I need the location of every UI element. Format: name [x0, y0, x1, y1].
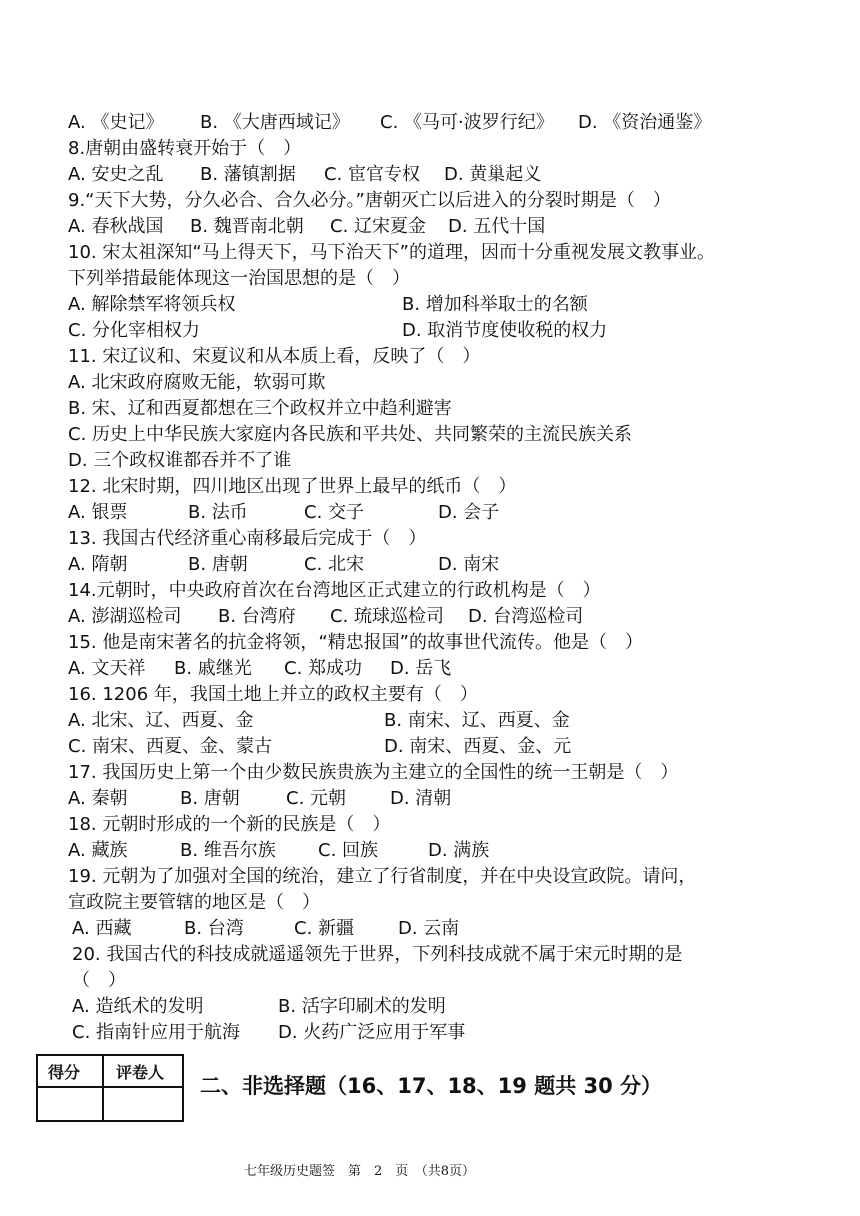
option-d: D. 火药广泛应用于军事	[278, 1022, 466, 1043]
option-c: C. 琉球巡检司	[330, 606, 445, 627]
option-b: B. 增加科举取士的名额	[402, 294, 588, 315]
question-16: 16. 1206 年，我国土地上并立的政权主要有（ ）	[68, 684, 478, 705]
option-c: C. 指南针应用于航海	[72, 1022, 241, 1043]
option-b: B. 南宋、辽、西夏、金	[384, 710, 570, 731]
option-d: D. 台湾巡检司	[468, 606, 584, 627]
option-b: B. 台湾	[184, 918, 244, 939]
q11-option-c: C. 历史上中华民族大家庭内各民族和平共处、共同繁荣的主流民族关系	[68, 424, 633, 445]
option-b: B. 唐朝	[180, 788, 240, 809]
question-20-line1: 20. 我国古代的科技成就遥遥领先于世界，下列科技成就不属于宋元时期的是	[72, 944, 683, 965]
option-d: D. 取消节度使收税的权力	[402, 320, 608, 341]
question-12: 12. 北宋时期，四川地区出现了世界上最早的纸币（ ）	[68, 476, 517, 497]
question-10-line1: 10. 宋太祖深知“马上得天下，马下治天下”的道理，因而十分重视发展文教事业。	[68, 242, 715, 263]
option-d: D. 《资治通鉴》	[578, 112, 712, 133]
option-d: D. 满族	[428, 840, 490, 861]
question-8: 8.唐朝由盛转衰开始于（ ）	[68, 138, 302, 159]
option-c: C. 交子	[304, 502, 365, 523]
option-a: A. 安史之乱	[68, 164, 164, 185]
option-a: A. 造纸术的发明	[72, 996, 204, 1017]
question-15: 15. 他是南宋著名的抗金将领，“精忠报国”的故事世代流传。他是（ ）	[68, 632, 643, 653]
score-table	[36, 1054, 184, 1122]
option-a: A. 《史记》	[68, 112, 164, 133]
q11-option-a: A. 北宋政府腐败无能，软弱可欺	[68, 372, 326, 393]
option-b: B. 唐朝	[188, 554, 248, 575]
section-title: 二、非选择题（16、17、18、19 题共 30 分）	[200, 1074, 663, 1098]
option-b: B. 魏晋南北朝	[190, 216, 304, 237]
question-19-line1: 19. 元朝为了加强对全国的统治，建立了行省制度，并在中央设宣政院。请问，	[68, 866, 697, 887]
option-d: D. 黄巢起义	[444, 164, 542, 185]
question-14: 14.元朝时，中央政府首次在台湾地区正式建立的行政机构是（ ）	[68, 580, 601, 601]
option-d: D. 清朝	[390, 788, 452, 809]
question-13: 13. 我国古代经济重心南移最后完成于（ ）	[68, 528, 427, 549]
question-17: 17. 我国历史上第一个由少数民族贵族为主建立的全国性的统一王朝是（ ）	[68, 762, 679, 783]
option-b: B. 戚继光	[174, 658, 252, 679]
option-a: A. 北宋、辽、西夏、金	[68, 710, 254, 731]
option-c: C. 新疆	[294, 918, 355, 939]
option-b: B. 藩镇割据	[200, 164, 296, 185]
option-b: B. 维吾尔族	[180, 840, 276, 861]
option-d: D. 南宋、西夏、金、元	[384, 736, 572, 757]
option-a: A. 隋朝	[68, 554, 128, 575]
score-label: 得分	[48, 1063, 81, 1082]
grader-label: 评卷人	[116, 1063, 165, 1082]
option-a: A. 藏族	[68, 840, 128, 861]
option-b: B. 《大唐西域记》	[200, 112, 350, 133]
option-c: C. 北宋	[304, 554, 365, 575]
page-footer: 七年级历史题签 第 2 页 （共8页）	[244, 1164, 476, 1179]
question-11: 11. 宋辽议和、宋夏议和从本质上看，反映了（ ）	[68, 346, 481, 367]
option-a: A. 文天祥	[68, 658, 146, 679]
option-b: B. 活字印刷术的发明	[278, 996, 446, 1017]
option-c: C. 回族	[318, 840, 379, 861]
q11-option-d: D. 三个政权谁都吞并不了谁	[68, 450, 292, 471]
option-a: A. 春秋战国	[68, 216, 164, 237]
option-c: C. 元朝	[286, 788, 347, 809]
question-19-line2: 宣政院主要管辖的地区是（ ）	[68, 892, 320, 913]
option-c: C. 南宋、西夏、金、蒙古	[68, 736, 273, 757]
option-a: A. 秦朝	[68, 788, 128, 809]
option-c: C. 《马可·波罗行纪》	[380, 112, 554, 133]
option-d: D. 五代十国	[448, 216, 546, 237]
option-a: A. 澎湖巡检司	[68, 606, 182, 627]
question-9: 9.“天下大势，分久必合、合久必分。”唐朝灭亡以后进入的分裂时期是（ ）	[68, 190, 671, 211]
option-d: D. 南宋	[438, 554, 500, 575]
option-c: C. 辽宋夏金	[330, 216, 427, 237]
q11-option-b: B. 宋、辽和西夏都想在三个政权并立中趋利避害	[68, 398, 452, 419]
option-d: D. 云南	[398, 918, 460, 939]
option-a: A. 西藏	[72, 918, 132, 939]
question-20-line2: （ ）	[72, 970, 126, 991]
option-b: B. 法币	[188, 502, 248, 523]
option-c: C. 分化宰相权力	[68, 320, 201, 341]
option-c: C. 宦官专权	[324, 164, 421, 185]
table-divider-horizontal	[38, 1086, 182, 1088]
question-10-line2: 下列举措最能体现这一治国思想的是（ ）	[68, 268, 410, 289]
option-b: B. 台湾府	[218, 606, 296, 627]
option-a: A. 解除禁军将领兵权	[68, 294, 236, 315]
option-d: D. 会子	[438, 502, 500, 523]
option-d: D. 岳飞	[390, 658, 452, 679]
option-c: C. 郑成功	[284, 658, 363, 679]
question-18: 18. 元朝时形成的一个新的民族是（ ）	[68, 814, 391, 835]
option-a: A. 银票	[68, 502, 128, 523]
table-divider-vertical	[102, 1056, 104, 1120]
